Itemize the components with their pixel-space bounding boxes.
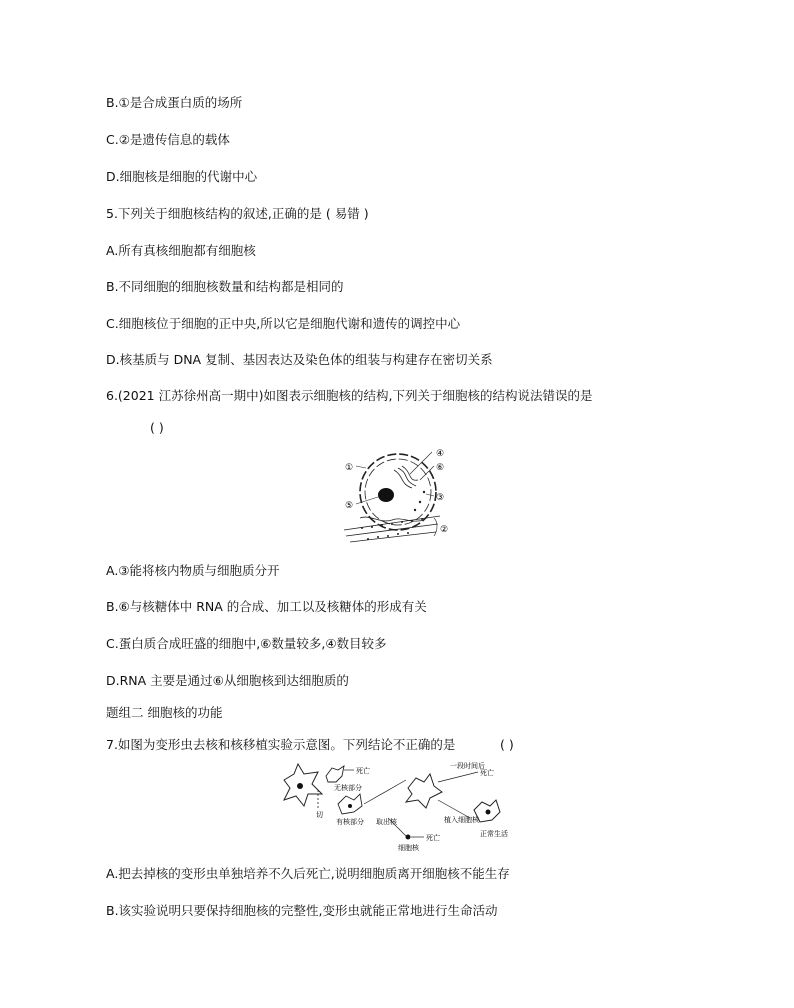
- death3-label: 死亡: [480, 769, 494, 777]
- normal-life-label: 正常生活: [480, 830, 508, 838]
- cut-label: 切: [316, 811, 323, 819]
- q5-stem: 5.下列关于细胞核结构的叙述,正确的是 ( 易错 ): [106, 206, 369, 221]
- q6-option-d: D.RNA 主要是通过⑥从细胞核到达细胞质的: [106, 673, 349, 688]
- amoeba-experiment-figure: [278, 760, 520, 852]
- nucleus-structure-figure: [340, 444, 460, 546]
- label-2: ②: [440, 525, 449, 535]
- after-time-label: 一段时间后: [450, 762, 485, 770]
- section-heading: 题组二 细胞核的功能: [106, 705, 223, 720]
- label-1: ①: [345, 463, 354, 473]
- label-5: ⑤: [345, 501, 354, 511]
- q4-option-c: C.②是遗传信息的载体: [106, 132, 230, 147]
- death1-label: 死亡: [356, 767, 370, 775]
- q4-option-b: B.①是合成蛋白质的场所: [106, 95, 243, 110]
- q4-option-d: D.细胞核是细胞的代谢中心: [106, 169, 258, 184]
- q6-option-a: A.③能将核内物质与细胞质分开: [106, 563, 280, 578]
- label-6: ⑥: [436, 463, 445, 473]
- q6-option-c: C.蛋白质合成旺盛的细胞中,⑥数量较多,④数目较多: [106, 636, 387, 651]
- take-nucleus-label: 取出核: [376, 818, 397, 826]
- label-4: ④: [436, 449, 445, 459]
- nucleus-label: 细胞核: [398, 844, 419, 852]
- q7-option-a: A.把去掉核的变形虫单独培养不久后死亡,说明细胞质离开细胞核不能生存: [106, 866, 510, 881]
- q5-option-c: C.细胞核位于细胞的正中央,所以它是细胞代谢和遗传的调控中心: [106, 316, 461, 331]
- death2-label: 死亡: [426, 834, 440, 842]
- no-nucleus-label: 无核部分: [334, 784, 362, 792]
- q5-option-d: D.核基质与 DNA 复制、基因表达及染色体的组装与构建存在密切关系: [106, 352, 493, 367]
- q6-option-b: B.⑥与核糖体中 RNA 的合成、加工以及核糖体的形成有关: [106, 599, 427, 614]
- q7-stem: 7.如图为变形虫去核和核移植实验示意图。下列结论不正确的是: [106, 737, 456, 752]
- label-3: ③: [436, 493, 445, 503]
- q7-answer-paren: ( ): [500, 737, 514, 752]
- q5-option-a: A.所有真核细胞都有细胞核: [106, 243, 256, 258]
- implant-label: 植入细胞核: [444, 816, 479, 824]
- with-nucleus-label: 有核部分: [336, 818, 364, 826]
- q7-option-b: B.该实验说明只要保持细胞核的完整性,变形虫就能正常地进行生命活动: [106, 903, 498, 918]
- q5-option-b: B.不同细胞的细胞核数量和结构都是相同的: [106, 279, 344, 294]
- q6-answer-paren: ( ): [150, 420, 164, 435]
- q6-stem: 6.(2021 江苏徐州高一期中)如图表示细胞核的结构,下列关于细胞核的结构说法错误的是: [106, 388, 593, 403]
